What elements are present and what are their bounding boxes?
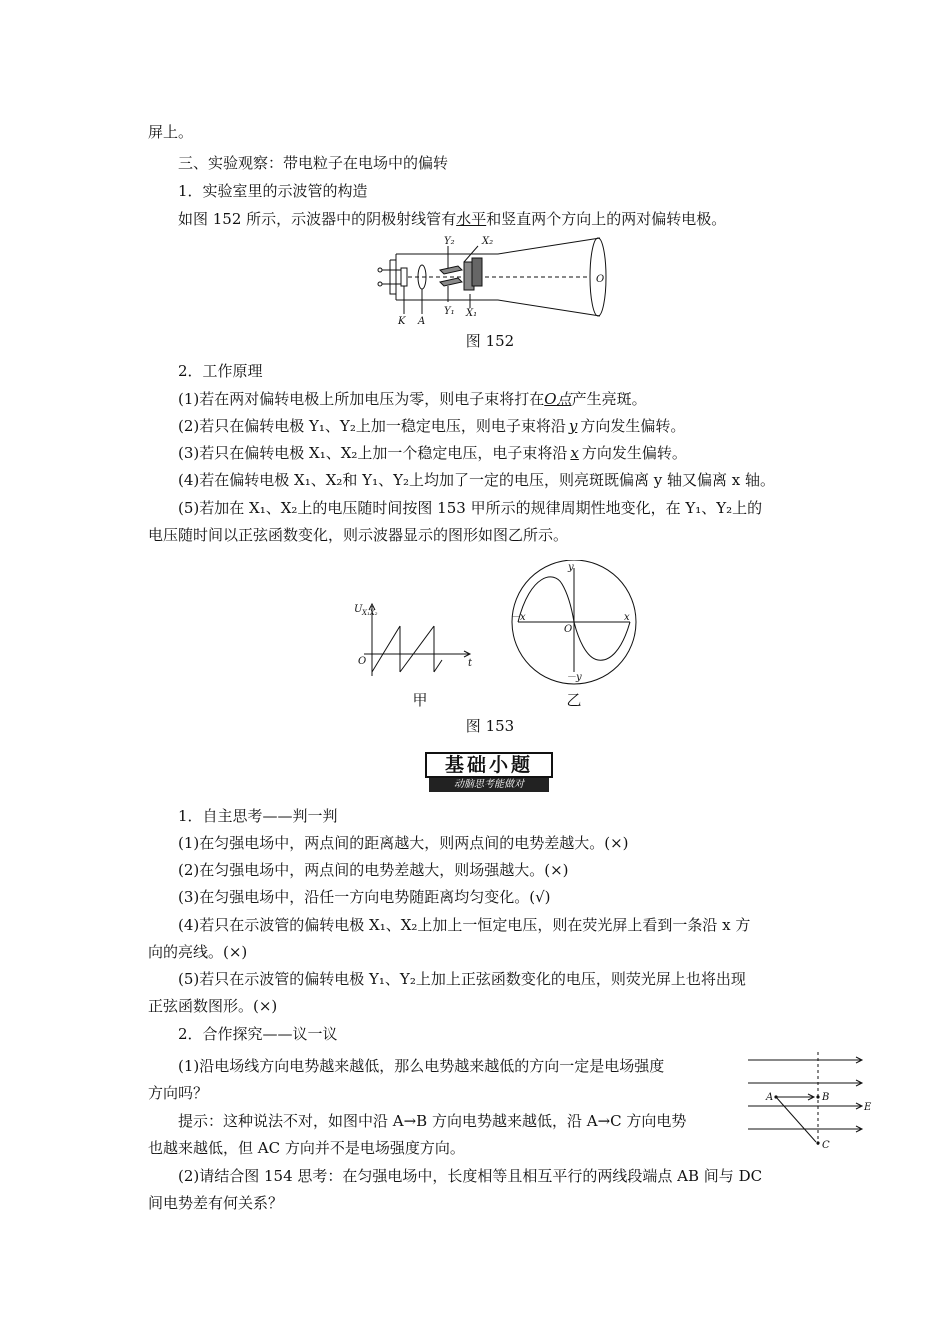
subheading-1: 1．实验室里的示波管的构造 [178,182,368,200]
figure-154-field [744,1050,874,1150]
terminal-bottom [378,282,382,286]
p1-underline: O点 [544,390,572,408]
fig153-right-label: 乙 [566,691,582,709]
text-continuation: 屏上。 [148,123,194,141]
quiz-q2: (2)在匀强电场中，两点间的电势差越大，则场强越大。(×) [178,861,569,879]
segment-AC [776,1097,816,1142]
label-A: A [418,316,426,327]
t-label: t [468,658,473,669]
quiz-title-1: 1．自主思考——判一判 [178,807,338,825]
figure-153-caption: 图 153 [465,717,515,735]
figure-152-caption: 图 152 [465,332,515,350]
principle-5a: (5)若加在 X₁、X₂上的电压随时间按图 153 甲所示的规律周期性地变化，在 Y₁、Y₂上的 [178,499,763,517]
cathode [401,268,407,286]
label-origin: O [564,624,573,635]
label-Y2: Y₂ [444,236,455,247]
p2-text-b: 方向发生偏转。 [580,417,686,435]
p1-text-a: (1)若在两对偏转电极上所加电压为零，则电子束将打在 [178,390,545,408]
banner-title: 基础小题 [425,752,553,778]
label-B: B [822,1092,830,1103]
label-X2: X₂ [482,236,494,247]
discuss-2b: 间电势差有何关系？ [148,1194,284,1212]
label-O: O [596,274,605,285]
hint-b: 也越来越低，但 AC 方向并不是电场强度方向。 [148,1139,465,1157]
principle-5b: 电压随时间以正弦函数变化，则示波器显示的图形如图乙所示。 [148,526,569,544]
discuss-1a: (1)沿电场线方向电势越来越低，那么电势越来越低的方向一定是电场强度 [178,1057,665,1075]
p3-text-b: 方向发生偏转。 [581,444,687,462]
y-plate-bottom [440,278,462,286]
principle-3 [178,443,687,463]
label-X1: X₁ [466,308,478,319]
quiz-title-2: 2．合作探究——议一议 [178,1025,338,1043]
section-heading-3: 三、实验观察：带电粒子在电场中的偏转 [178,154,449,172]
p2-underline: y [568,417,578,435]
label-neg-y: －y [566,672,582,683]
y-plate-top [440,266,462,274]
basic-questions-banner [425,752,553,792]
fig153-left-label: 甲 [412,691,428,709]
p1-text-b: 产生亮斑。 [571,390,647,408]
label-E: E [864,1102,872,1113]
ylabel-sub: X₁X₂ [362,609,378,617]
quiz-q4b: 向的亮线。(×) [148,943,248,961]
label-neg-x: －x [510,612,526,623]
origin-label: O [358,656,367,667]
quiz-q5a: (5)若只在示波管的偏转电极 Y₁、Y₂上加上正弦函数变化的电压，则荧光屏上也将出现 [178,970,746,988]
discuss-1b: 方向吗？ [148,1084,209,1102]
quiz-q3: (3)在匀强电场中，沿任一方向电势随距离均匀变化。(√) [178,888,551,906]
principle-4: (4)若在偏转电极 X₁、X₂和 Y₁、Y₂上均加了一定的电压，则亮斑既偏离 y 轴又偏离 x 轴。 [178,471,776,489]
label-Y1: Y₁ [444,306,455,317]
label-y: y [568,562,574,573]
terminal-top [378,268,382,272]
principle-2 [178,416,685,436]
x-plate-2 [472,258,482,286]
figure-152-crt [368,232,618,328]
figure-153-sawtooth [350,598,480,678]
intro-paragraph [178,209,726,229]
quiz-q4a: (4)若只在示波管的偏转电极 X₁、X₂上加上一恒定电压，则在荧光屏上看到一条沿 x 方 [178,916,751,934]
p3-text-a: (3)若只在偏转电极 X₁、X₂上加一个稳定电压，电子束将沿 [178,444,568,462]
label-x: x [624,612,630,623]
quiz-q1: (1)在匀强电场中，两点间的距离越大，则两点间的电势差越大。(×) [178,834,629,852]
sawtooth-path [372,626,442,672]
label-K: K [398,316,406,327]
quiz-q5b: 正弦函数图形。(×) [148,997,278,1015]
intro-text-a: 如图 152 所示，示波器中的阴极射线管有 [178,210,457,228]
p3-underline: x [570,444,579,462]
discuss-2a: (2)请结合图 154 思考：在匀强电场中，长度相等且相互平行的两线段端点 AB 间与 DC [178,1167,763,1185]
principle-title: 2．工作原理 [178,362,263,380]
figure-153-screen [506,560,642,688]
banner-subtitle: 动脑思考能做对 [429,778,549,792]
hint-a: 提示：这种说法不对，如图中沿 A→B 方向电势越来越低，沿 A→C 方向电势 [178,1112,687,1130]
label-C: C [822,1140,830,1150]
label-A: A [766,1092,774,1103]
intro-text-b: 和竖直两个方向上的两对偏转电极。 [486,210,727,228]
p2-text-a: (2)若只在偏转电极 Y₁、Y₂上加一稳定电压，则电子束将沿 [178,417,566,435]
principle-1 [178,389,647,409]
ylabel-U: U [354,604,363,615]
intro-underline: 水平 [456,210,487,228]
